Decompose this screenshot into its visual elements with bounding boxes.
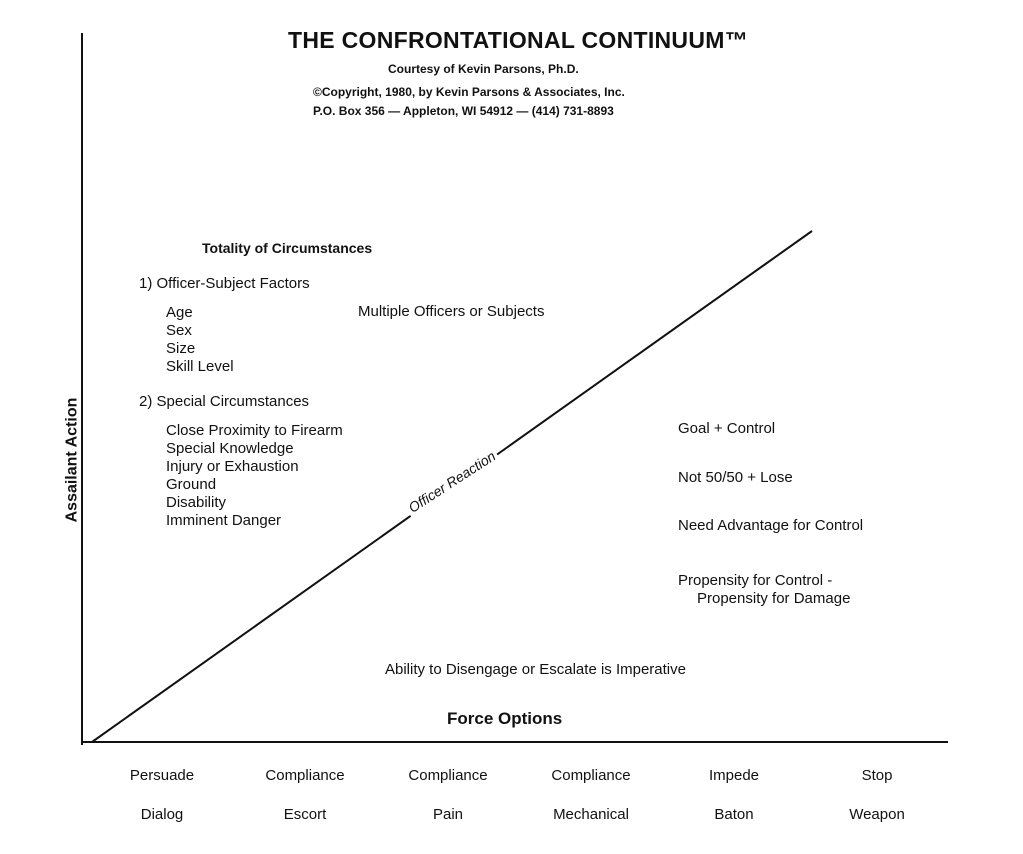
force-method-label: Mechanical: [553, 806, 629, 823]
section-officer-subject-factors: 1) Officer-Subject Factors: [139, 275, 310, 292]
list-item: Disability: [166, 494, 227, 511]
force-options-bottom-row: [0, 806, 1023, 828]
force-level-label: Stop: [861, 767, 893, 784]
list-item: Special Knowledge: [166, 440, 294, 457]
note-propensity-damage: Propensity for Damage: [697, 590, 851, 607]
list-item: Injury or Exhaustion: [166, 458, 299, 475]
list-item: Sex: [166, 322, 192, 339]
force-level-label: Compliance: [265, 767, 345, 784]
force-level-label: Compliance: [551, 767, 631, 784]
note-goal-control: Goal + Control: [678, 420, 776, 437]
multiple-officers-note: Multiple Officers or Subjects: [358, 303, 545, 320]
officer-subject-factors-list: [166, 304, 234, 376]
force-method-label: Weapon: [849, 806, 905, 823]
force-method-label: Dialog: [140, 806, 184, 823]
force-level-label: Persuade: [129, 767, 195, 784]
force-method-label: Escort: [283, 806, 327, 823]
list-item: Age: [166, 304, 193, 321]
diagram-title: THE CONFRONTATIONAL CONTINUUM™: [288, 27, 749, 53]
section-special-circumstances: 2) Special Circumstances: [139, 393, 310, 410]
y-axis-label: Assailant Action: [63, 397, 81, 523]
list-item: Imminent Danger: [166, 512, 282, 529]
force-options-title: Force Options: [447, 709, 563, 728]
list-item: Size: [166, 340, 196, 357]
note-disengage-escalate: Ability to Disengage or Escalate is Imperative: [385, 661, 686, 678]
copyright-line: ©Copyright, 1980, by Kevin Parsons & Associates, Inc.: [313, 85, 625, 99]
note-not-5050-lose: Not 50/50 + Lose: [678, 469, 793, 486]
circumstances-heading: Totality of Circumstances: [202, 240, 373, 256]
note-need-advantage: Need Advantage for Control: [678, 517, 864, 534]
address-line: P.O. Box 356 — Appleton, WI 54912 — (414) 731-8893: [313, 104, 614, 118]
list-item: Ground: [166, 476, 217, 493]
force-level-label: Compliance: [408, 767, 488, 784]
special-circumstances-list: [166, 422, 343, 530]
list-item: Skill Level: [166, 358, 234, 375]
note-propensity-control: Propensity for Control -: [678, 572, 833, 589]
officer-reaction-label: Officer Reaction: [403, 447, 500, 517]
force-level-label: Impede: [708, 767, 760, 784]
force-method-label: Baton: [714, 806, 754, 823]
force-method-label: Pain: [432, 806, 464, 823]
courtesy-line: Courtesy of Kevin Parsons, Ph.D.: [388, 62, 579, 76]
force-options-top-row: [0, 767, 1023, 789]
list-item: Close Proximity to Firearm: [166, 422, 343, 439]
